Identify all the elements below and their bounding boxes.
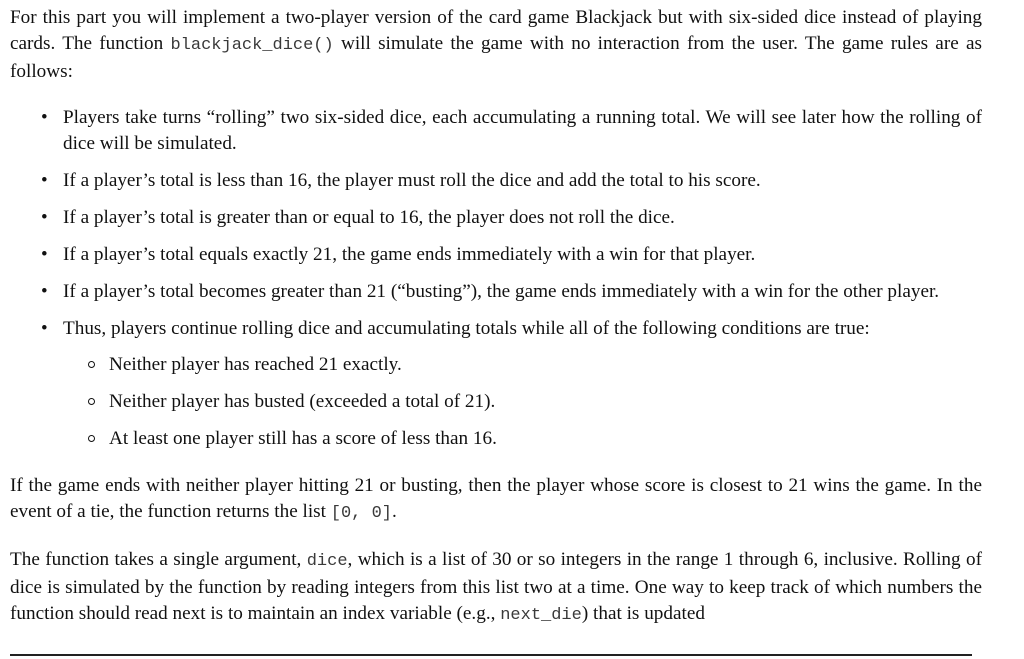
intro-text-2: will simulate the game with no interaction from the user. The game rules are as follows: [10, 33, 982, 82]
rule-item [10, 168, 982, 194]
function-name-code: blackjack_dice() [170, 36, 334, 55]
condition-item [10, 426, 982, 452]
condition-text: Neither player has reached 21 exactly. [109, 354, 402, 375]
dice-text-2: , which is a list of 30 or so integers in the range 1 through 6, inclusive. Rolling of dice is simulated by the function by reading integers from this list two at a time. One way to keep track of which numbers the function should read next is to maintain an index variable (e.g., [10, 549, 982, 624]
condition-text: Neither player has busted (exceeded a total of 21). [109, 391, 496, 412]
rule-text: If a player’s total equals exactly 21, the game ends immediately with a win for that player. [63, 244, 756, 265]
tie-list-code: [0, 0] [330, 504, 392, 523]
rule-item [10, 105, 982, 157]
rule-text: If a player’s total becomes greater than 21 (“busting”), the game ends immediately with a win for the other player. [63, 281, 940, 302]
rules-list [10, 105, 982, 342]
bullet-icon: • [41, 318, 48, 339]
conditions-list [10, 352, 982, 452]
page-cut-divider [10, 654, 972, 656]
rule-item [10, 279, 982, 305]
bullet-icon: • [41, 107, 48, 128]
document-page [10, 5, 982, 629]
circle-bullet-icon [88, 398, 95, 405]
dice-arg-code: dice [306, 552, 348, 571]
circle-bullet-icon [88, 435, 95, 442]
circle-bullet-icon [88, 361, 95, 368]
dice-text-1: The function takes a single argument, [10, 549, 307, 570]
dice-paragraph [10, 547, 982, 629]
rule-item [10, 316, 982, 342]
rule-text: If a player’s total is greater than or equal to 16, the player does not roll the dice. [63, 207, 675, 228]
rule-text: If a player’s total is less than 16, the player must roll the dice and add the total to his score. [63, 170, 761, 191]
condition-item [10, 389, 982, 415]
rule-text: Thus, players continue rolling dice and accumulating totals while all of the following conditions are true: [63, 318, 870, 339]
rule-text: Players take turns “rolling” two six-sided dice, each accumulating a running total. We will see later how the rolling of dice will be simulated. [63, 107, 982, 154]
dice-text-3: ) that is updated [581, 603, 705, 624]
condition-item [10, 352, 982, 378]
tie-end: . [391, 501, 397, 522]
tie-paragraph [10, 473, 982, 527]
condition-text: At least one player still has a score of less than 16. [109, 428, 497, 449]
intro-paragraph [10, 5, 982, 85]
bullet-icon: • [41, 207, 48, 228]
bullet-icon: • [41, 244, 48, 265]
rule-item [10, 205, 982, 231]
rule-item [10, 242, 982, 268]
bullet-icon: • [41, 281, 48, 302]
tie-text: If the game ends with neither player hitting 21 or busting, then the player whose score is closest to 21 wins the game. In the event of a tie, the function returns the list [10, 475, 982, 522]
bullet-icon: • [41, 170, 48, 191]
next-die-code: next_die [500, 606, 582, 625]
intro-text-1: For this part you will implement a two-player version of the card game Blackjack but with six-sided dice instead of playing cards. The function [10, 7, 982, 54]
